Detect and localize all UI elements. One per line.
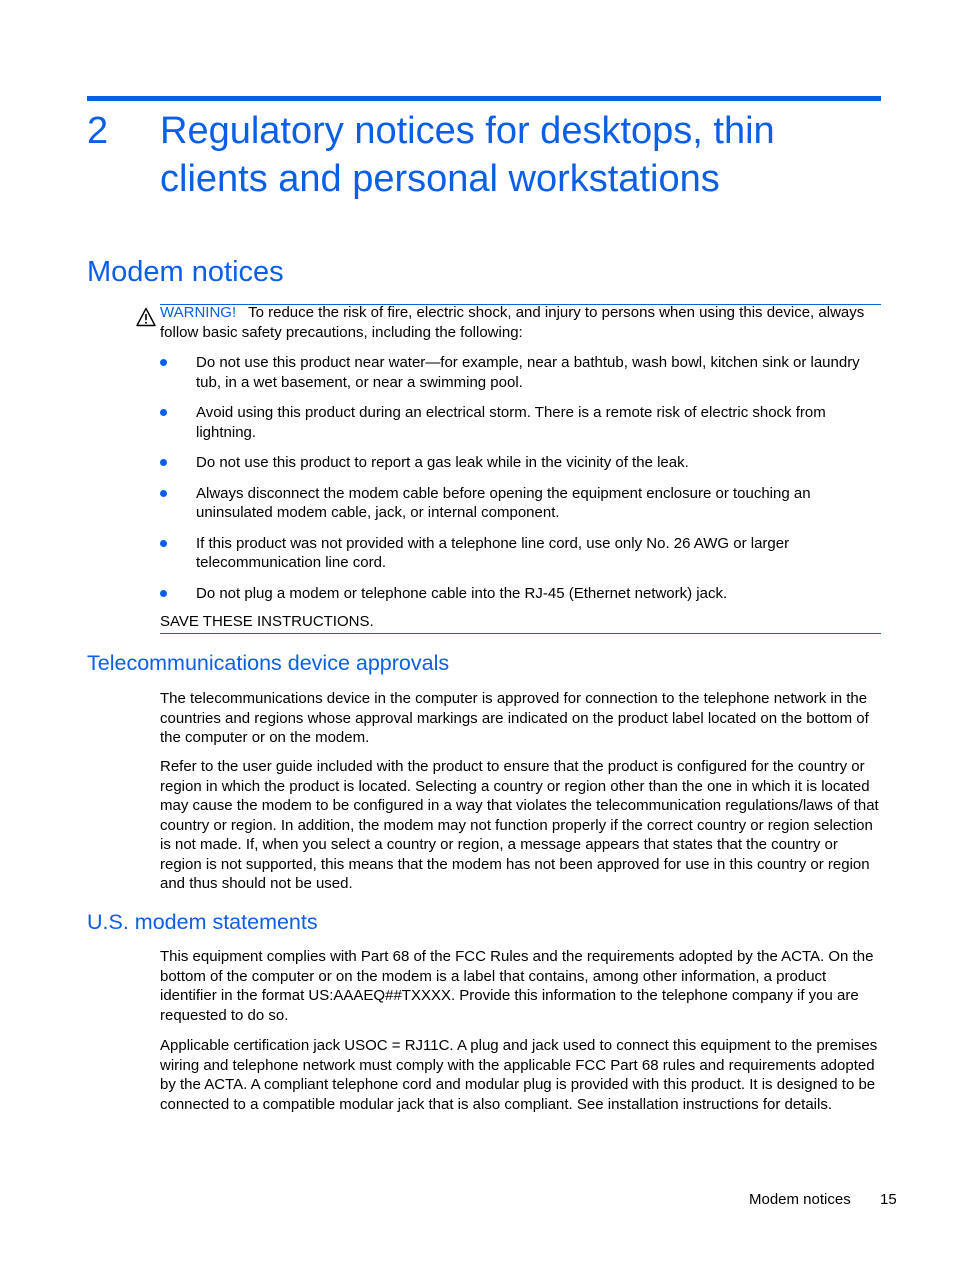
bullet-dot-icon: [160, 490, 167, 497]
chapter-title: Regulatory notices for desktops, thin clients and personal workstations: [160, 110, 775, 200]
bullet-dot-icon: [160, 590, 167, 597]
warning-label: WARNING!: [160, 304, 237, 321]
section-heading-modem-notices: Modem notices: [87, 256, 284, 288]
warning-bottom-rule: [160, 633, 881, 634]
safety-list: [160, 353, 881, 614]
us-modem-paragraph-1: This equipment complies with Part 68 of the FCC Rules and the requirements adopted by the ACTA. On the bottom of the computer or on the modem is a label that contains, among other information, a product identifier in the format US:AAAEQ##TXXXX. Provide this information to the telephone company if you are requested to do so.: [160, 948, 874, 1024]
page-number: 15: [880, 1191, 897, 1208]
list-item-text: If this product was not provided with a telephone line cord, use only No. 26 AWG or larger telecommunication line cord.: [196, 534, 790, 571]
list-item-text: Do not plug a modem or telephone cable into the RJ-45 (Ethernet network) jack.: [196, 584, 728, 602]
list-item-text: Always disconnect the modem cable before opening the equipment enclosure or touching an uninsulated modem cable, jack, or internal component.: [196, 484, 811, 521]
warning-text: To reduce the risk of fire, electric shock, and injury to persons when using this device, always follow basic safety precautions, including the following:: [160, 304, 865, 341]
list-item-text: Do not use this product to report a gas leak while in the vicinity of the leak.: [196, 454, 689, 471]
bullet-dot-icon: [160, 459, 167, 466]
list-item: [160, 584, 881, 604]
bullet-dot-icon: [160, 409, 167, 416]
us-modem-paragraph-2: [160, 1036, 882, 1114]
bullet-dot-icon: [160, 540, 167, 547]
chapter-number: 2: [87, 110, 109, 152]
footer-section-name: Modem notices: [749, 1191, 851, 1208]
bullet-dot-icon: [160, 359, 167, 366]
list-item: [160, 403, 881, 442]
telecom-paragraph-1: The telecommunications device in the computer is approved for connection to the telephone network in the countries and regions whose approval markings are indicated on the product label located on the bottom of the computer or on the modem.: [160, 690, 869, 746]
list-item-text: Avoid using this product during an electrical storm. There is a remote risk of electric shock from lightning.: [196, 404, 826, 441]
certification-text: A plug and jack used to connect this equipment to the premises wiring and telephone network must comply with the applicable FCC Part 68 rules and requirements adopted by the ACTA. A compliant telephone cord and modular plug is provided with this product. It is designed to be connected to a compatible modular jack that is also compliant. See installation instructions for details.: [160, 1037, 878, 1113]
section-heading-us-modem: U.S. modem statements: [87, 910, 318, 934]
list-item-text: Do not use this product near water—for example, near a bathtub, wash bowl, kitchen sink or laundry tub, in a wet basement, or near a swimming pool.: [196, 354, 860, 391]
section-heading-telecom: Telecommunications device approvals: [87, 651, 450, 675]
telecom-paragraph-2: Refer to the user guide included with the product to ensure that the product is configured for the country or region in which the product is located. Selecting a country or region other than the one in which it is located may cause the modem to be configured in a way that violates the telecommunication regulations/laws of that country or region. In addition, the modem may not function properly if the correct country or region selection is not made. If, when you select a country or region, a message appears that states that the country or region is not supported, this means that the modem has not been approved for use in this country or region and thus should not be used.: [160, 758, 879, 892]
warning-triangle-icon: [136, 307, 156, 327]
save-instructions-note: SAVE THESE INSTRUCTIONS.: [160, 613, 374, 630]
certification-label: Applicable certification jack USOC = RJ11C.: [160, 1037, 454, 1054]
list-item: [160, 353, 881, 392]
warning-notice: [160, 303, 881, 342]
list-item: [160, 484, 881, 523]
chapter-rule: [87, 96, 881, 101]
list-item: [160, 453, 881, 473]
list-item: [160, 534, 881, 573]
